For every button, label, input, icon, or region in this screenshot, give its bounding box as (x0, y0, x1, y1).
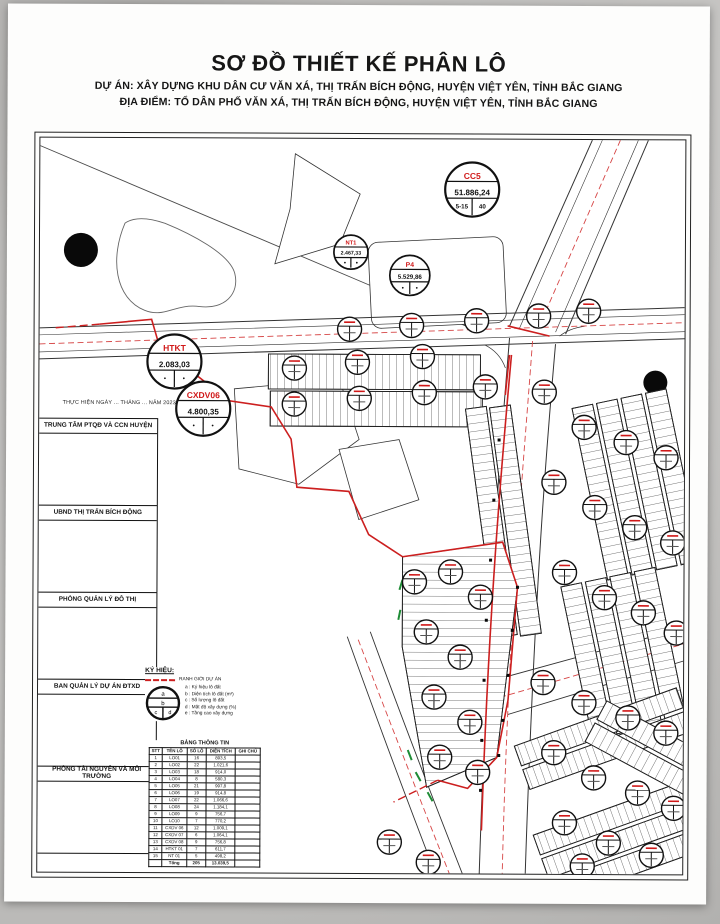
minor-lot-symbol (639, 843, 663, 867)
signature-box-label: TRUNG TÂM PTQĐ VÀ CCN HUYỆN (39, 419, 157, 435)
minor-lot-symbol (577, 299, 601, 323)
signature-box-2 (37, 505, 157, 594)
minor-lot-symbol (468, 585, 492, 609)
svg-text:40: 40 (478, 203, 486, 211)
minor-lot-symbol (438, 560, 462, 584)
lot-symbol-HTKT (147, 334, 201, 388)
project-subtitle: DỰ ÁN: XÂY DỰNG KHU DÂN CƯ VĂN XÁ, THỊ TRẤN BÍCH ĐỘNG, HUYỆN VIỆT YÊN, TỈNH BẮC GIANG (94, 79, 623, 95)
minor-lot-symbol (282, 356, 306, 380)
minor-lot-symbol (531, 670, 555, 694)
svg-text:P4: P4 (405, 261, 415, 269)
table-header-cell: STT (149, 748, 162, 755)
table-header-cell: DIỆN TÍCH (206, 748, 235, 755)
planning-document-sheet (4, 3, 710, 904)
minor-lot-symbol (473, 375, 497, 399)
legend-heading: KÝ HIỆU: (145, 667, 175, 675)
svg-text:5.529,86: 5.529,86 (397, 273, 422, 281)
lot-symbol-P4 (390, 255, 430, 295)
minor-lot-symbol (282, 392, 306, 416)
lot-symbol-NT1 (334, 235, 368, 269)
table-row: 3 LO03 18 914,0 (149, 769, 260, 776)
svg-text:c: c (154, 710, 158, 717)
minor-lot-symbol (626, 781, 650, 805)
info-table-title: BẢNG THÔNG TIN (180, 740, 230, 747)
svg-text:d: d (168, 710, 172, 717)
table-row: 2 LO02 22 1.021,6 (149, 762, 260, 769)
minor-lot-symbol (623, 516, 647, 540)
minor-lot-symbol (616, 706, 640, 730)
minor-lot-symbol (631, 601, 655, 625)
legend-item: a : Ký hiệu lô đất (185, 685, 221, 691)
minor-lot-symbol (527, 304, 551, 328)
minor-lot-symbol (410, 345, 434, 369)
table-row: 14 HTKT 01 7 611,7 (149, 846, 260, 853)
svg-text:4.800,35: 4.800,35 (187, 407, 219, 417)
minor-lot-symbol (664, 621, 685, 645)
minor-lot-symbol (542, 470, 566, 494)
minor-lot-symbol (661, 796, 685, 820)
minor-lot-symbol (583, 495, 607, 519)
table-row: 11 CXDV 06 12 1.009,1 (149, 825, 260, 832)
lot-symbol-glyph (145, 685, 181, 721)
table-header-cell: SỐ LÔ (187, 748, 206, 755)
table-row: 7 LO07 22 1.066,6 (149, 797, 260, 804)
minor-lot-symbol (458, 710, 482, 734)
signature-box-label: PHÒNG QUẢN LÝ ĐÔ THỊ (38, 593, 156, 609)
svg-text:a: a (161, 691, 165, 698)
minor-lot-symbol (412, 381, 436, 405)
svg-text:CXDV06: CXDV06 (186, 390, 220, 401)
minor-lot-symbol (400, 313, 424, 337)
svg-text:HTKT: HTKT (163, 342, 186, 353)
minor-lot-symbol (552, 560, 576, 584)
map-frame-outer (31, 132, 691, 881)
svg-text:5-15: 5-15 (455, 203, 469, 211)
signature-box-1 (38, 418, 158, 507)
minor-lot-symbol (572, 415, 596, 439)
info-table (148, 740, 261, 867)
signature-boxes-column (36, 419, 158, 855)
minor-lot-symbol (338, 317, 362, 341)
lot-symbol-CC5 (445, 162, 499, 216)
minor-lot-symbol (466, 760, 490, 784)
execution-date-note: THỰC HIỆN NGÀY ... THÁNG ... NĂM 2023 (62, 399, 176, 407)
signature-box-label: UBND THỊ TRẤN BÍCH ĐỘNG (39, 506, 157, 522)
svg-text:2.083,03: 2.083,03 (158, 360, 191, 370)
table-row: 9 LO09 9 756,7 (149, 811, 260, 818)
minor-lot-symbol (416, 850, 440, 874)
minor-lot-symbol (661, 531, 685, 555)
minor-lot-symbol (572, 691, 596, 715)
minor-lot-symbol (428, 745, 452, 769)
minor-lot-symbol (414, 620, 438, 644)
legend-item: e : Tầng cao xây dựng (184, 711, 233, 717)
minor-lot-symbol (654, 721, 678, 745)
lot-symbol-CXDV06 (176, 382, 230, 436)
minor-lot-symbol (592, 586, 616, 610)
signature-box-3 (37, 592, 157, 681)
legend-item: c : Số lượng lô đất (184, 698, 225, 704)
minor-lot-symbol (596, 831, 620, 855)
black-dot-marker-left (64, 233, 98, 267)
minor-lot-symbol (582, 766, 606, 790)
legend-item: d : Mật độ xây dựng (%) (184, 705, 237, 711)
svg-text:CC5: CC5 (463, 170, 481, 181)
svg-text:2.467,33: 2.467,33 (340, 250, 362, 257)
table-row: 4 LO04 8 580,3 (149, 776, 260, 783)
minor-lot-symbol (552, 811, 576, 835)
signature-box-label: BAN QUẢN LÝ DỰ ÁN ĐTXD (38, 680, 156, 696)
minor-lot-symbol (654, 446, 678, 470)
table-row: 8 LO08 24 1.184,1 (149, 804, 260, 811)
minor-lot-symbol (542, 741, 566, 765)
minor-lot-symbol (345, 350, 369, 374)
minor-lot-symbol (347, 386, 371, 410)
minor-lot-symbol (377, 830, 401, 854)
page-title: SƠ ĐỒ THIẾT KẾ PHÂN LÔ (211, 50, 507, 77)
lot-info-table (148, 747, 261, 867)
legend-item: b : Diện tích lô đất (m²) (184, 691, 234, 698)
minor-lot-symbol (614, 431, 638, 455)
pond-outline (116, 219, 236, 314)
minor-lot-symbol (532, 380, 556, 404)
table-header-cell: TÊN LÔ (162, 748, 187, 755)
signature-box-label: PHÒNG TÀI NGUYÊN VÀ MÔI TRƯỜNG (38, 767, 156, 783)
svg-text:NT1: NT1 (345, 240, 357, 247)
minor-lot-symbol (402, 570, 426, 594)
table-row: 5 LO05 21 997,8 (149, 783, 260, 790)
minor-lot-symbol (422, 685, 446, 709)
boundary-label: RANH GIỚI DỰ ÁN (179, 677, 222, 683)
legend-items (185, 685, 237, 721)
minor-lot-symbol (448, 645, 472, 669)
table-row: 6 LO06 19 914,8 (149, 790, 260, 797)
title-block (8, 49, 710, 110)
table-row: 13 CXDV 08 9 756,8 (149, 839, 260, 846)
table-row: Tổng 205 13.039,5 (149, 860, 260, 867)
location-subtitle: ĐỊA ĐIỂM: TỔ DÂN PHỐ VĂN XÁ, THỊ TRẤN BÍCH ĐỘNG, HUYỆN VIỆT YÊN, TỈNH BẮC GIANG (119, 95, 598, 111)
map-frame-inner (36, 137, 686, 876)
legend (145, 667, 263, 722)
table-row: 10 LO10 7 770,2 (149, 818, 260, 825)
svg-text:b: b (161, 701, 165, 708)
table-header-cell: GHI CHÚ (235, 748, 260, 755)
signature-box-4 (37, 679, 157, 768)
minor-lot-symbol (465, 309, 489, 333)
svg-text:51.886,24: 51.886,24 (454, 188, 490, 198)
minor-lot-symbol (570, 854, 594, 875)
table-row: 1 LO01 16 893,5 (149, 755, 260, 762)
signature-box-5 (36, 766, 156, 855)
table-row: 12 CXDV 07 6 1.064,1 (149, 832, 260, 839)
table-row: 15 NT 01 5 498,2 (149, 853, 260, 860)
boundary-dash-sample (145, 679, 175, 681)
